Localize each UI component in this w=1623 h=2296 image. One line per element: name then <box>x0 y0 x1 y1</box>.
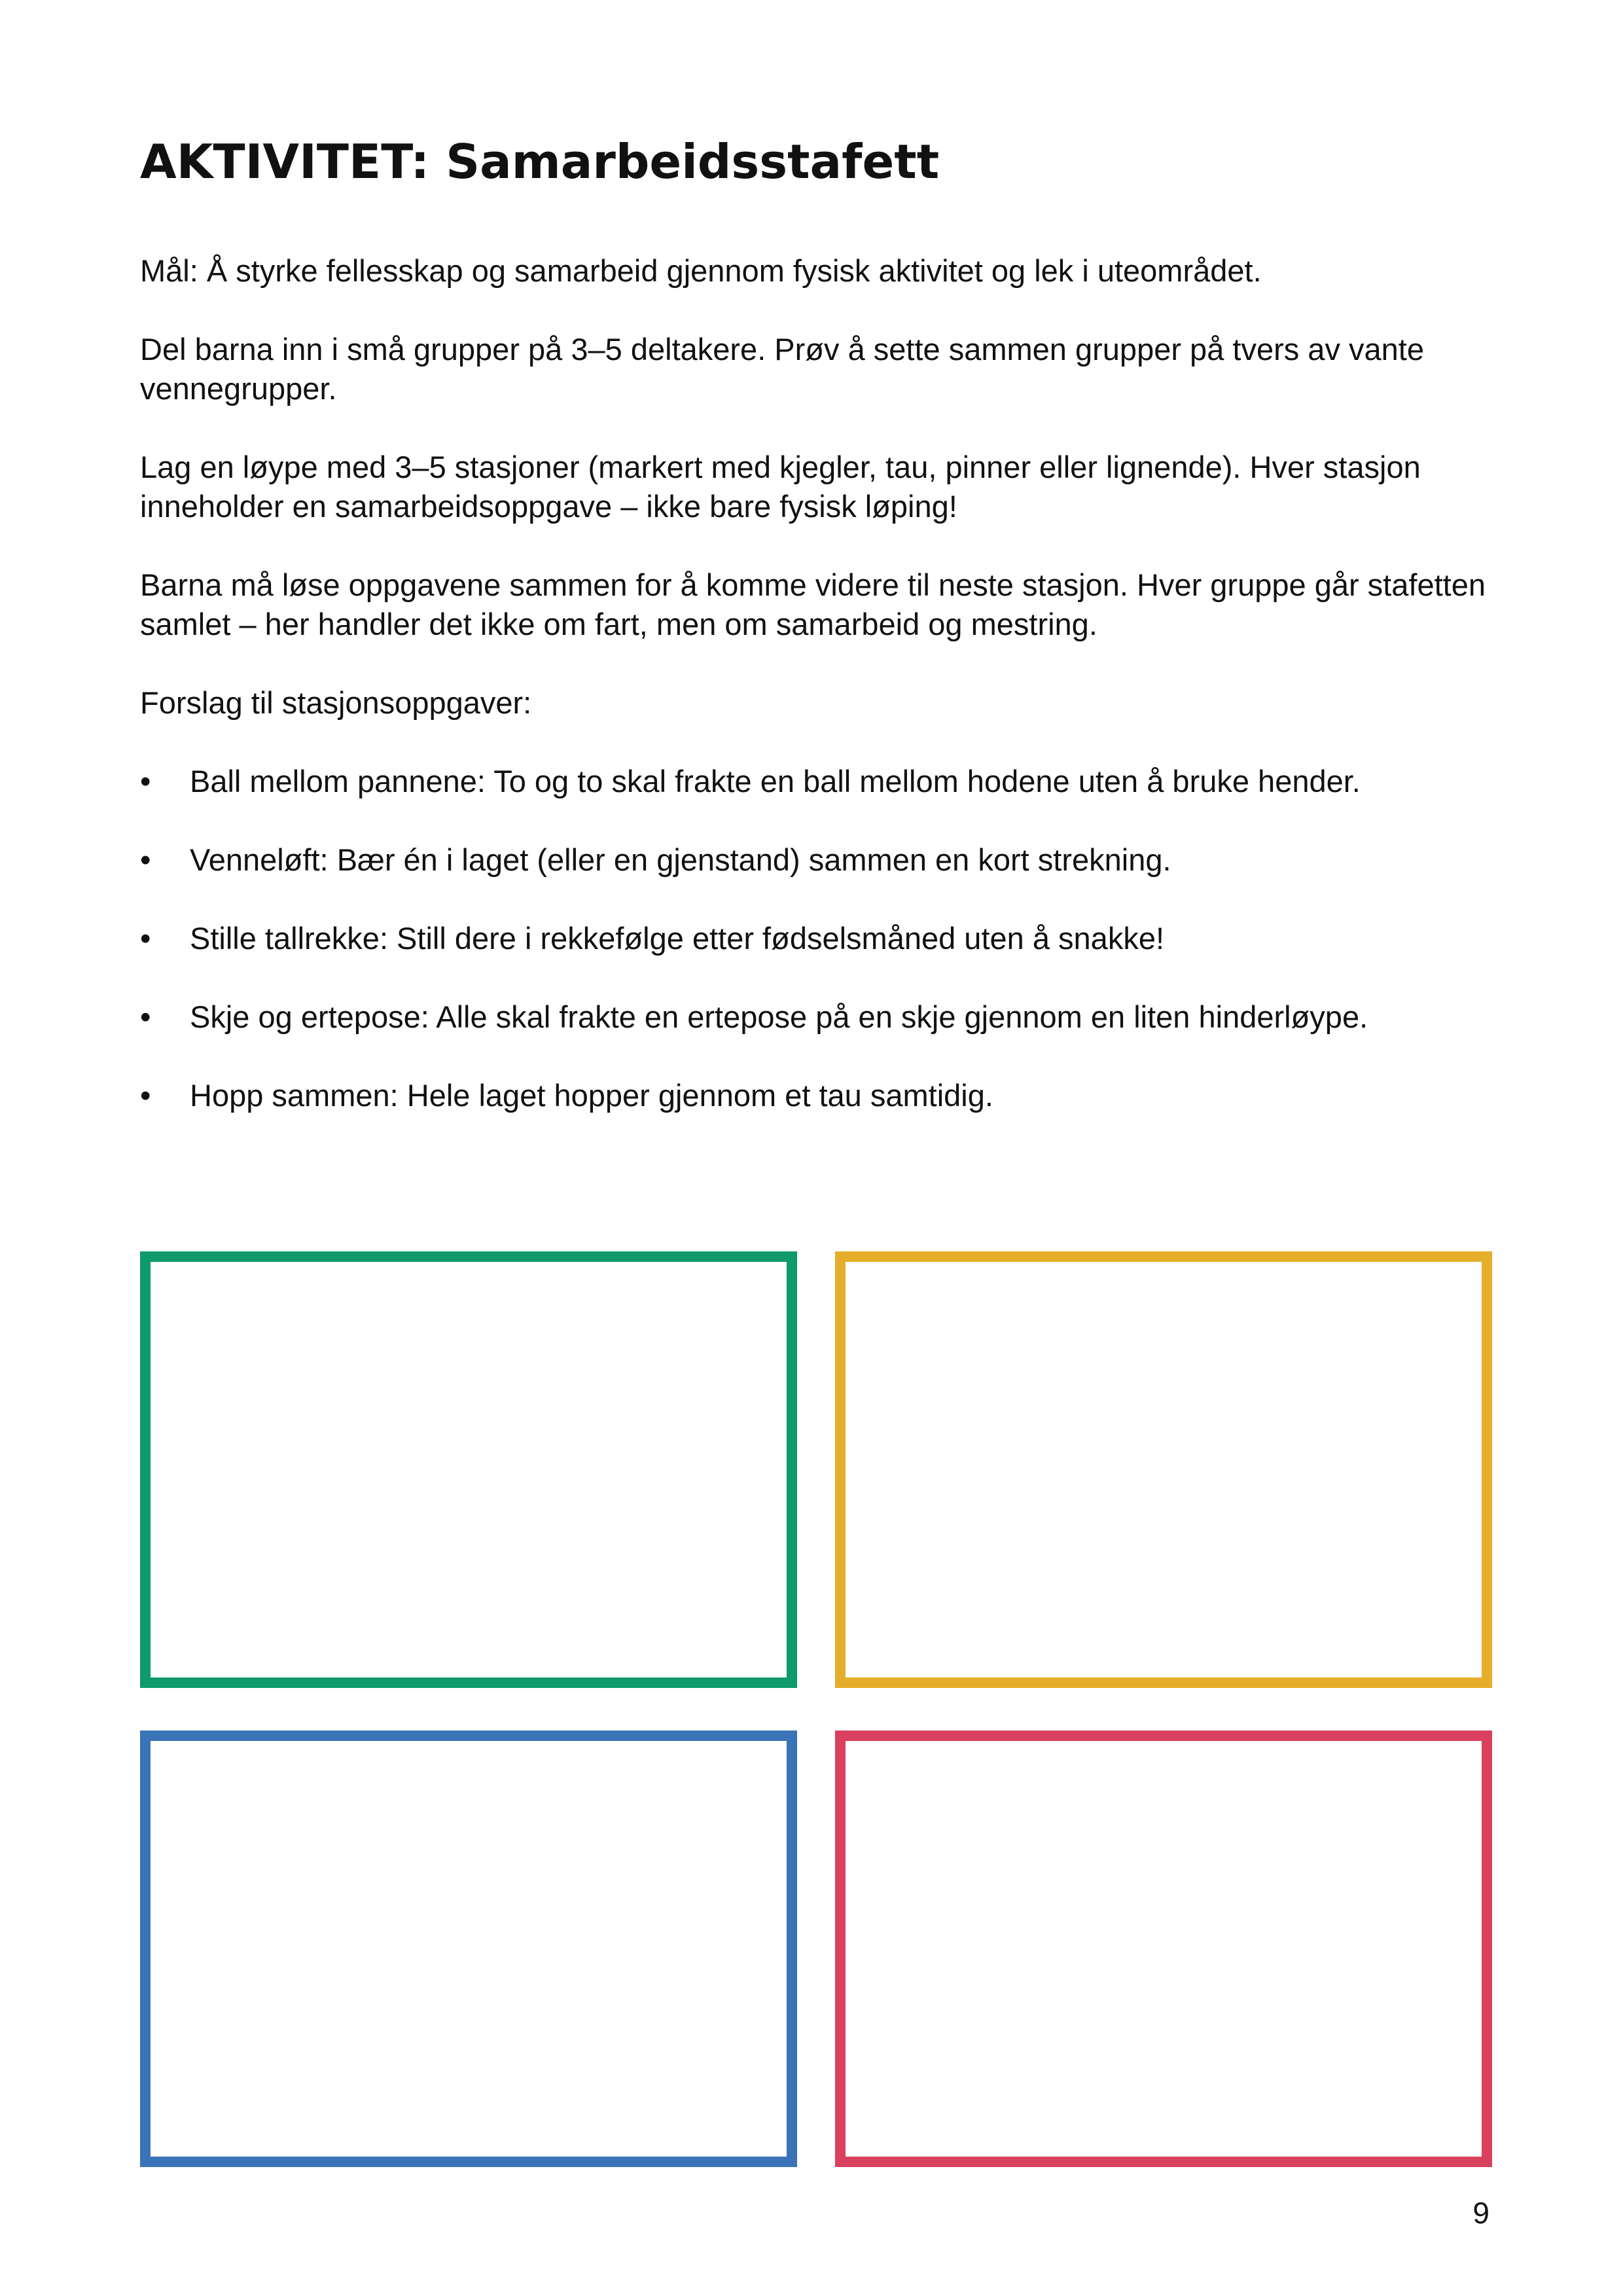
list-item <box>140 919 1488 958</box>
bullet-icon: • <box>140 999 151 1034</box>
list-item-text: Skje og ertepose: Alle skal frakte en ertepose på en skje gjennom en liten hinderløype. <box>190 999 1368 1034</box>
bullet-icon: • <box>140 842 151 877</box>
relay-instructions: Barna må løse oppgavene sammen for å komme videre til neste stasjon. Hver gruppe går stafetten samlet – her handler det ikke om fart, men om samarbeid og mestring. <box>140 567 1486 641</box>
list-item <box>140 840 1488 880</box>
list-item <box>140 1076 1488 1115</box>
list-item-text: Ball mellom pannene: To og to skal frakte en ball mellom hodene uten å bruke hender. <box>190 764 1361 798</box>
yellow-drawing-frame <box>835 1251 1492 1688</box>
list-item-text: Hopp sammen: Hele laget hopper gjennom et tau samtidig. <box>190 1078 993 1113</box>
red-drawing-frame <box>835 1731 1492 2167</box>
blue-drawing-frame <box>140 1731 797 2167</box>
green-drawing-frame <box>140 1251 797 1688</box>
page-title: AKTIVITET: Samarbeidsstafett <box>140 134 940 189</box>
bullet-icon: • <box>140 921 151 956</box>
list-item <box>140 762 1488 801</box>
course-instructions: Lag en løype med 3–5 stasjoner (markert med kjegler, tau, pinner eller lignende). Hver stasjon inneholder en samarbeidsoppgave – ikke bare fysisk løping! <box>140 450 1421 524</box>
page-number: 9 <box>1472 2196 1489 2230</box>
list-item-text: Stille tallrekke: Still dere i rekkefølge etter fødselsmåned uten å snakke! <box>190 921 1165 956</box>
station-task-list <box>140 762 1488 1115</box>
station-suggestions-heading: Forslag til stasjonsoppgaver: <box>140 685 532 720</box>
activity-description <box>140 251 1488 1155</box>
group-instructions: Del barna inn i små grupper på 3–5 deltakere. Prøv å sette sammen grupper på tvers av vante vennegrupper. <box>140 332 1424 406</box>
bullet-icon: • <box>140 764 151 798</box>
list-item-text: Venneløft: Bær én i laget (eller en gjenstand) sammen en kort strekning. <box>190 842 1171 877</box>
list-item <box>140 997 1488 1037</box>
bullet-icon: • <box>140 1078 151 1113</box>
goal-paragraph: Mål: Å styrke fellesskap og samarbeid gjennom fysisk aktivitet og lek i uteområdet. <box>140 253 1262 288</box>
